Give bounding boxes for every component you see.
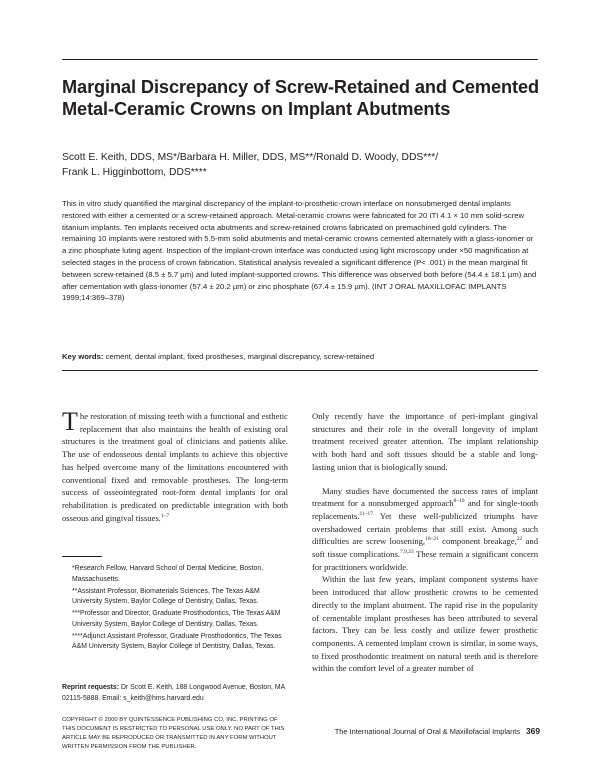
copyright-notice: COPYRIGHT © 2000 BY QUINTESSENCE PUBLISHING CO, INC. PRINTING OF THIS DOCUMENT IS RESTRICTED TO PERSONAL USE ONLY. NO PART OF THIS ARTICLE MAY BE REPRODUCED OR TRANSMITTED IN ANY FORM WITHOUT WRITTEN PERMISSION FROM THE PUBLISHER. [62,717,285,750]
abstract [62,198,538,304]
paragraph-success-rates: Many studies have documented the success rates of implant treatment for a nonsubmerged approach$^{8-10}$ and for single-tooth replacements.$^{11-17}$ Yet these well-publicized triumphs have overshadowed certain problems that still exist. Among such difficulties are screw loosening,$^{18-21}$ component breakage,$^{22}$ and soft tissue complications.$^{7,9,23}$ These remain a significant concern for practitioners worldwide. [312,485,538,572]
affiliation-footnotes [62,564,288,654]
footnote-4: ****Adjunct Assistant Professor, Graduate Prosthodontics, The Texas A&M University System, Baylor College of Dentistry, Dallas, Texas. [72,632,282,650]
footnote-rule [62,556,102,557]
intro-text: he restoration of missing teeth with a functional and esthetic replacement that also maintains the health of existing oral structures is the treatment goal of clinicians and patients alike. The use of endosseous dental implants to achieve this objective has helped overcome many of the limitations encountered with conventional fixed and removable prostheses. The long-term success of osseointegrated root-form dental implants for oral rehabilitation is predicated on predictable integration with both osseous and gingival tissues. [62,411,288,523]
body-column-2 [312,410,538,675]
article-title: Marginal Discrepancy of Screw-Retained and Cemented Metal-Ceramic Crowns on Implant Abutments [62,77,540,119]
drop-cap: T [62,407,78,436]
keywords-rule [62,370,538,371]
reprint-label: Reprint requests: [62,684,120,691]
paragraph-peri-implant: Only recently have the importance of peri-implant gingival structures and their role in the overall longevity of implant treatment received greater attention. The implant relationship with both hard and soft tissues should be a stable and long-lasting union that is biologically sound. [312,411,538,472]
keywords-text: cement, dental implant, fixed prostheses, marginal discrepancy, screw-retained [105,352,375,361]
footnote-3: ***Professor and Director, Graduate Prosthodontics, The Texas A&M University System, Baylor College of Dentistry, Dallas, Texas. [72,610,281,628]
page-number: 369 [526,726,540,736]
page-footer [312,726,540,737]
keywords-label: Key words: [62,352,104,361]
footnote-1: *Research Fellow, Harvard School of Dental Medicine, Boston, Massachusetts. [72,565,264,583]
journal-name: The International Journal of Oral & Maxillofacial Implants [334,727,521,736]
paragraph-cemented-systems: Within the last few years, implant component systems have been introduced that allow prosthetic crowns to be cemented directly to the implant abutment. The rapid rise in the popularity of cementable implant prostheses has been attributed to several factors. They can be less costly and utilize fewer prosthetic components. A cemented implant crown is similar, in some ways, to fixed prosthodontic treatment on natural teeth and is therefore within the comfort level of a greater number of [312,574,538,674]
keywords [62,351,538,362]
author-line-2: Frank L. Higginbottom, DDS**** [62,167,207,178]
citation-ref: 1–7 [160,512,170,519]
top-rule [62,59,538,60]
author-line-1: Scott E. Keith, DDS, MS*/Barbara H. Miller, DDS, MS**/Ronald D. Woody, DDS***/ [62,152,439,163]
body-column-1 [62,407,288,524]
reprint-text: Dr Scott E. Keith, 188 Longwood Avenue, Boston, MA 02115-5888. Email: s_keith@hms.harvard.edu [62,684,285,702]
intro-paragraph [62,407,288,524]
footnote-2: **Assistant Professor, Biomaterials Sciences, The Texas A&M University System, Baylor College of Dentistry, Dallas, Texas. [72,587,260,605]
abstract-citation: (INT J ORAL MAXILLOFAC IMPLANTS 1999;14:369–378) [62,281,507,303]
reprint-requests [62,683,290,704]
author-list [62,150,542,180]
abstract-text: This in vitro study quantified the marginal discrepancy of the implant-to-prosthetic-crown interface on nonsubmerged dental implants restored with either a cemented or a screw-retained approach. Metal-ceramic crowns were fabricated for 20 ITI 4.1 × 10 mm solid-screw titanium implants. Ten implants received octa abutments and screw-retained crowns fabricated on premachined gold cylinders. The remaining 10 implants were restored with 5.5-mm solid abutments and metal-ceramic crowns cemented alternately with a glass-ionomer or a zinc phosphate luting agent. Inspection of the implant-crown interface was conducted using light microscopy under ×50 magnification at selected stages in the process of crown fabrication. Statistical analysis revealed a significant difference (P< .001) in the mean marginal fit between screw-retained (8.5 ± 5.7 µm) and luted implant-supported crowns. This difference was observed both before (54.4 ± 18.1 µm) and after cementation with glass-ionomer (57.4 ± 20.2 µm) or zinc phosphate (67.4 ± 15.9 µm). [62,199,537,291]
